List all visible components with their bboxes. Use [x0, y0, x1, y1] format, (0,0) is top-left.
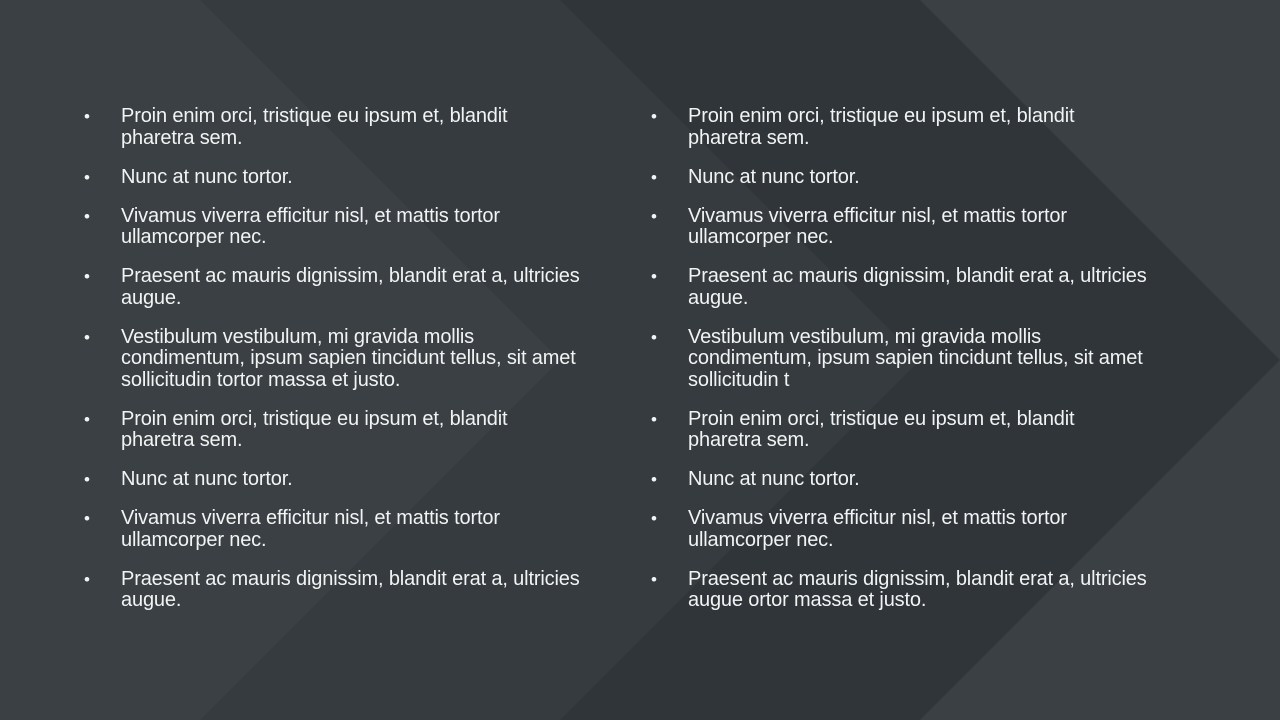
bullet-icon: •: [651, 509, 657, 528]
bullet-item: [84, 327, 584, 392]
bullet-icon: •: [651, 409, 657, 429]
bullet-text: Praesent ac mauris dignissim, blandit erat a, ultricies augue ortor massa et justo.: [688, 567, 1147, 611]
bullet-text: Nunc at nunc tortor.: [121, 165, 293, 188]
bullet-item: [651, 167, 1151, 189]
bullet-list-right: [651, 106, 1151, 629]
bullet-text: Nunc at nunc tortor.: [121, 468, 293, 490]
bullet-icon: •: [651, 569, 657, 589]
bullet-icon: •: [651, 107, 657, 126]
bullet-text: Vestibulum vestibulum, mi gravida mollis condimentum, ipsum sapien tincidunt tellus, sit amet sollicitudin tortor massa et justo.: [121, 325, 576, 391]
bullet-text: Praesent ac mauris dignissim, blandit erat a, ultricies augue.: [688, 265, 1147, 309]
bullet-item: [84, 409, 584, 452]
bullet-text: Proin enim orci, tristique eu ipsum et, blandit pharetra sem.: [688, 105, 1075, 149]
bullet-text: Proin enim orci, tristique eu ipsum et, blandit pharetra sem.: [121, 407, 508, 451]
bullet-icon: •: [651, 327, 657, 347]
bullet-item: [84, 106, 584, 149]
bullet-text: Nunc at nunc tortor.: [688, 165, 860, 188]
bullet-item: [651, 327, 1151, 392]
bullet-text: Vivamus viverra efficitur nisl, et mattis tortor ullamcorper nec.: [121, 204, 500, 248]
bullet-text: Praesent ac mauris dignissim, blandit erat a, ultricies augue.: [121, 265, 580, 309]
bullet-text: Vivamus viverra efficitur nisl, et mattis tortor ullamcorper nec.: [688, 507, 1067, 551]
bullet-item: [84, 167, 584, 189]
bullet-text: Vivamus viverra efficitur nisl, et mattis tortor ullamcorper nec.: [121, 507, 500, 551]
bullet-icon: •: [651, 470, 657, 489]
bullet-icon: •: [84, 569, 90, 589]
bullet-icon: •: [84, 509, 90, 528]
bullet-icon: •: [84, 470, 90, 489]
bullet-text: Vivamus viverra efficitur nisl, et mattis tortor ullamcorper nec.: [688, 204, 1067, 248]
bullet-item: [84, 569, 584, 612]
bullet-text: Praesent ac mauris dignissim, blandit erat a, ultricies augue.: [121, 567, 580, 611]
bullet-item: [84, 206, 584, 249]
bullet-icon: •: [651, 206, 657, 226]
bullet-icon: •: [84, 409, 90, 429]
bullet-icon: •: [651, 267, 657, 286]
bullet-item: [651, 106, 1151, 149]
bullet-item: [84, 508, 584, 551]
bullet-item: [651, 266, 1151, 309]
bullet-icon: •: [84, 167, 90, 187]
bullet-item: [651, 569, 1151, 612]
bullet-item: [651, 508, 1151, 551]
bullet-item: [651, 206, 1151, 249]
bullet-item: [651, 469, 1151, 491]
bullet-icon: •: [84, 267, 90, 286]
bullet-text: Proin enim orci, tristique eu ipsum et, blandit pharetra sem.: [121, 105, 508, 149]
bullet-icon: •: [84, 107, 90, 126]
bullet-icon: •: [84, 327, 90, 347]
bullet-text: Proin enim orci, tristique eu ipsum et, blandit pharetra sem.: [688, 407, 1075, 451]
bullet-item: [84, 469, 584, 491]
bullet-icon: •: [651, 167, 657, 187]
bullet-item: [84, 266, 584, 309]
bullet-list-left: [84, 106, 584, 629]
bullet-text: Vestibulum vestibulum, mi gravida mollis condimentum, ipsum sapien tincidunt tellus, sit amet sollicitudin t: [688, 325, 1143, 391]
bullet-icon: •: [84, 206, 90, 226]
bullet-text: Nunc at nunc tortor.: [688, 468, 860, 490]
bullet-item: [651, 409, 1151, 452]
